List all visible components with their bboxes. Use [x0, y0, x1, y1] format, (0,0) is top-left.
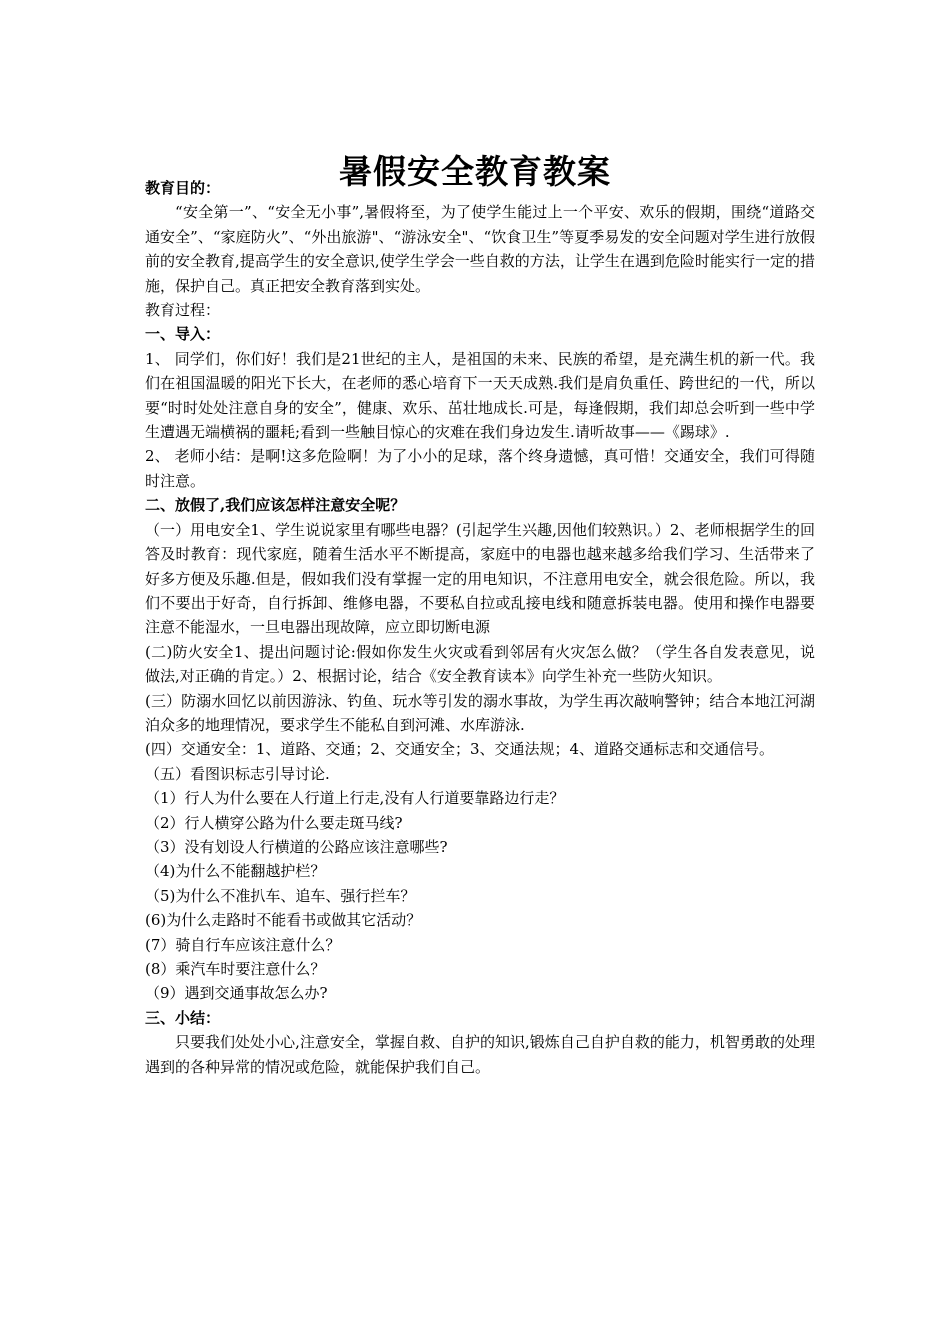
question-item: (6)为什么走路时不能看书或做其它活动？ [145, 911, 422, 930]
question-item: （2）行人横穿公路为什么要走斑马线? [145, 813, 403, 832]
fire-safety-paragraph: (二)防火安全1、提出问题讨论:假如你发生火灾或看到邻居有火灾怎么做？（学生各自发表意见，说做法,对正确的肯定。）2、根据讨论，结合《安全教育读本》向学生补充一些防火知识。 [145, 642, 815, 686]
signs-discussion-paragraph: （五）看图识标志引导讨论. [145, 764, 330, 783]
traffic-safety-paragraph: (四）交通安全：1、道路、交通；2、交通安全；3、交通法规；4、道路交通标志和交通信号。 [145, 740, 775, 759]
purpose-paragraph: “安全第一”、“安全无小事”,暑假将至，为了使学生能过上一个平安、欢乐的假期，围绕“道路交通安全”、“家庭防火”、“外出旅游"、“游泳安全"、“饮食卫生”等夏季易发的安全问题对学生进行放假前的安全教育,提高学生的安全意识,使学生学会一些自救的方法，让学生在遇到危险时能实行一定的措施，保护自己。真正把安全教育落到实处。 [145, 203, 815, 295]
intro-paragraph-2: 2、 老师小结：是啊!这多危险啊！为了小小的足球，落个终身遗憾，真可惜！交通安全，我们可得随时注意。 [145, 447, 815, 490]
question-item: (8）乘汽车时要注意什么？ [145, 960, 326, 978]
question-item: （3）没有划设人行横道的公路应该注意哪些? [145, 837, 448, 856]
question-item: (7）骑自行车应该注意什么？ [145, 935, 341, 954]
electric-safety-paragraph: （一）用电安全1、学生说说家里有哪些电器？(引起学生兴趣,因他们较熟识。）2、老师根据学生的回答及时教育：现代家庭，随着生活水平不断提高，家庭中的电器也越来越多给我们学习、生活带来了好多方便及乐趣.但是，假如我们没有掌握一定的用电知识，不注意用电安全，就会很危险。所以，我们不要出于好奇，自行拆卸、维修电器，不要私自拉或乱接电线和随意拆装电器。使用和操作电器要注意不能湿水，一旦电器出现故障，应立即切断电源 [145, 520, 815, 637]
section-heading-safety: 二、放假了,我们应该怎样注意安全呢？ [145, 496, 406, 515]
document-body [145, 176, 815, 1079]
question-item: （4)为什么不能翻越护栏？ [145, 862, 326, 881]
document-title: 暑假安全教育教案 [339, 152, 611, 192]
drowning-safety-paragraph: (三）防溺水回忆以前因游泳、钓鱼、玩水等引发的溺水事故，为学生再次敲响警钟；结合本地江河湖泊众多的地理情况，要求学生不能私自到河滩、水库游泳. [145, 691, 815, 734]
question-item: （9）遇到交通事故怎么办? [145, 984, 328, 1003]
summary-paragraph: 只要我们处处小心,注意安全，掌握自救、自护的知识,锻炼自己自护自救的能力，机智勇敢的处理遇到的各种异常的情况或危险，就能保护我们自己。 [145, 1033, 815, 1076]
section-heading-summary: 三、小结： [145, 1008, 221, 1027]
question-item: （5)为什么不准扒车、追车、强行拦车？ [145, 886, 416, 905]
process-heading: 教育过程： [145, 301, 221, 320]
purpose-heading: 教育目的： [145, 179, 221, 197]
intro-paragraph-1: 1、 同学们，你们好！我们是21世纪的主人，是祖国的未来、民族的希望，是充满生机的新一代。我们在祖国温暖的阳光下长大，在老师的悉心培育下一天天成熟.我们是肩负重任、跨世纪的一代，所以要“时时处处注意自身的安全”，健康、欢乐、茁壮地成长.可是，每逢假期，我们却总会听到一些中学生遭遇无端横祸的噩耗;看到一些触目惊心的灾难在我们身边发生.请听故事——《踢球》. [145, 349, 815, 442]
section-heading-intro: 一、导入： [145, 325, 221, 344]
question-item: （1）行人为什么要在人行道上行走,没有人行道要靠路边行走？ [145, 789, 565, 808]
